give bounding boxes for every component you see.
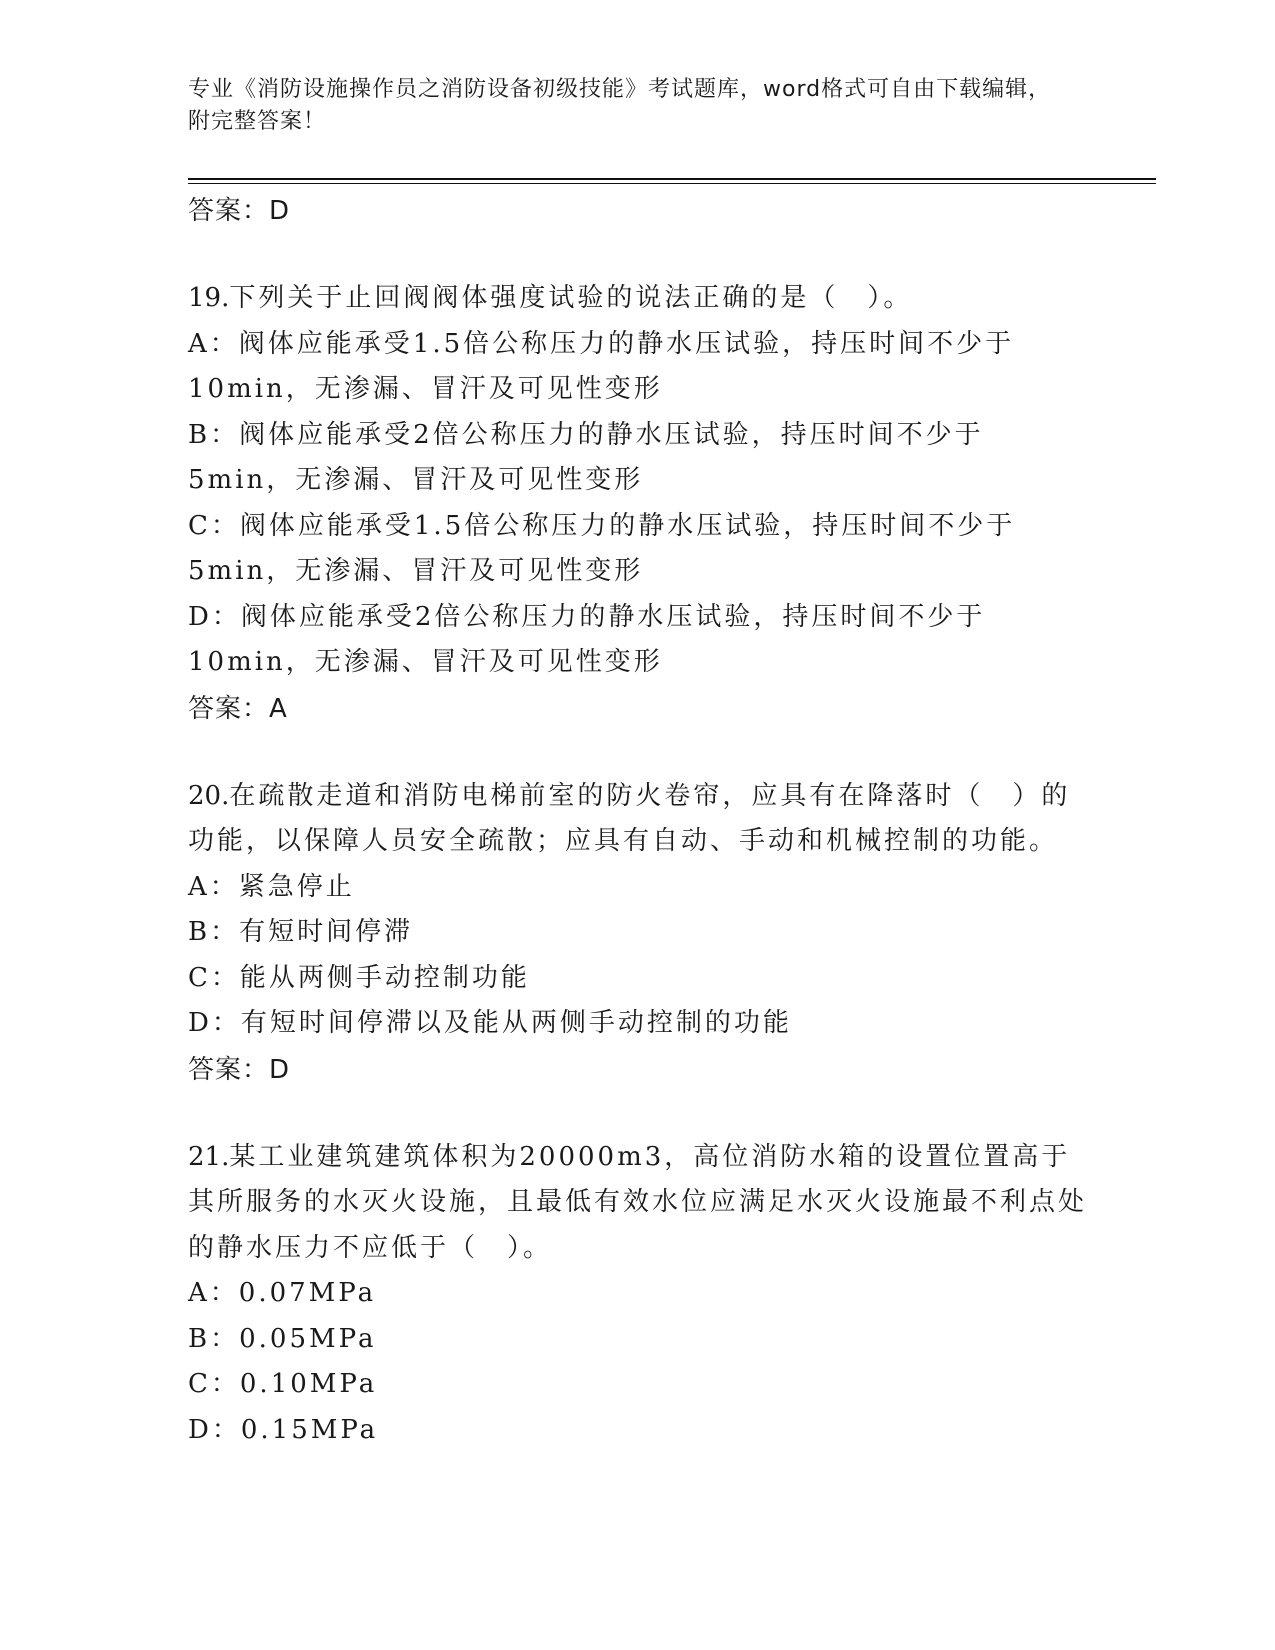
question-stem <box>188 774 1088 865</box>
question-number: 21. <box>188 1141 230 1172</box>
option-b: B：阀体应能承受2倍公称压力的静水压试验，持压时间不少于5min，无渗漏、冒汗及可见性变形 <box>188 419 984 495</box>
option-a: A：阀体应能承受1.5倍公称压力的静水压试验，持压时间不少于10min，无渗漏、冒汗及可见性变形 <box>188 328 1015 404</box>
question-list <box>188 188 1088 1453</box>
option-c: C：阀体应能承受1.5倍公称压力的静水压试验，持压时间不少于5min，无渗漏、冒汗及可见性变形 <box>188 510 1016 586</box>
option-c: C：0.10MPa <box>188 1369 378 1399</box>
question-number: 19. <box>188 283 230 313</box>
answer: 答案：A <box>188 693 288 724</box>
question-stem <box>188 1135 1088 1272</box>
option-c: C：能从两侧手动控制功能 <box>188 962 530 993</box>
header-rule-thin <box>188 183 1156 184</box>
option-d: D：有短时间停滞以及能从两侧手动控制的功能 <box>188 1008 792 1038</box>
option-a: A：0.07MPa <box>188 1278 377 1308</box>
question-19 <box>188 276 1088 732</box>
question-stem <box>188 276 1088 322</box>
option-a: A：紧急停止 <box>188 871 355 902</box>
question-number: 20. <box>188 780 230 811</box>
question-text: 某工业建筑建筑体积为20000m3，高位消防水箱的设置位置高于其所服务的水灭火设施，且最低有效水位应满足水灭火设施最不利点处的静水压力不应低于（ ）。 <box>188 1141 1088 1263</box>
option-b: B：有短时间停滞 <box>188 917 414 947</box>
previous-answer: 答案：D <box>188 196 291 226</box>
document-header: 专业《消防设施操作员之消防设备初级技能》考试题库，word格式可自由下载编辑，附完整答案！ <box>188 77 1052 134</box>
option-b: B：0.05MPa <box>188 1323 377 1354</box>
question-text: 在疏散走道和消防电梯前室的防火卷帘，应具有在降落时（ ）的功能，以保障人员安全疏散；应具有自动、手动和机械控制的功能。 <box>188 780 1071 856</box>
header-rule-thick <box>188 178 1156 180</box>
option-d: D：0.15MPa <box>188 1414 379 1445</box>
question-21 <box>188 1135 1088 1454</box>
question-20 <box>188 774 1088 1093</box>
answer: 答案：D <box>188 1054 291 1085</box>
option-d: D：阀体应能承受2倍公称压力的静水压试验，持压时间不少于10min，无渗漏、冒汗及可见性变形 <box>188 601 986 677</box>
question-text: 下列关于止回阀阀体强度试验的说法正确的是（ ）。 <box>229 283 913 313</box>
